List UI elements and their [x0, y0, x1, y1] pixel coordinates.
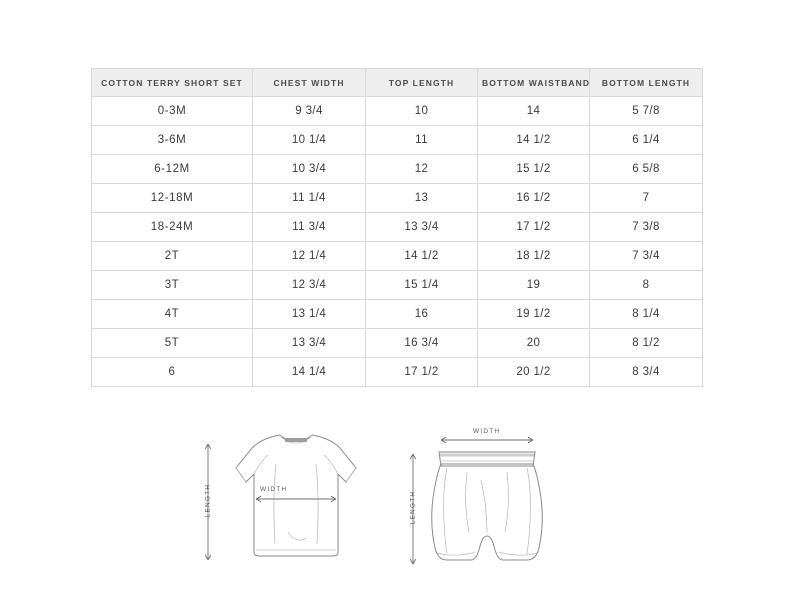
- table-row: [92, 184, 703, 213]
- cell-size: 0-3M: [92, 97, 253, 126]
- cell-size: 12-18M: [92, 184, 253, 213]
- cell-top-length: 10: [366, 97, 478, 126]
- table-row: [92, 155, 703, 184]
- cell-size: 5T: [92, 329, 253, 358]
- short-width-arrow: [441, 437, 533, 443]
- cell-bottom-length: 7: [590, 184, 703, 213]
- measurement-diagrams: [0, 412, 792, 607]
- cell-bottom-length: 6 1/4: [590, 126, 703, 155]
- table-row: [92, 329, 703, 358]
- cell-chest-width: 11 3/4: [253, 213, 366, 242]
- cell-bottom-waistband: 17 1/2: [478, 213, 590, 242]
- cell-bottom-waistband: 20 1/2: [478, 358, 590, 387]
- size-chart-container: [91, 68, 702, 387]
- cell-bottom-waistband: 19 1/2: [478, 300, 590, 329]
- table-body: [92, 97, 703, 387]
- cell-bottom-length: 8 3/4: [590, 358, 703, 387]
- cell-chest-width: 11 1/4: [253, 184, 366, 213]
- tee-width-arrow: [256, 496, 336, 502]
- cell-bottom-length: 5 7/8: [590, 97, 703, 126]
- table-header: [92, 69, 703, 97]
- tee-width-label: WIDTH: [260, 486, 288, 493]
- table-header-row: [92, 69, 703, 97]
- cell-bottom-waistband: 18 1/2: [478, 242, 590, 271]
- cell-chest-width: 10 3/4: [253, 155, 366, 184]
- column-header-chest-width: CHEST WIDTH: [253, 69, 366, 97]
- cell-chest-width: 12 3/4: [253, 271, 366, 300]
- cell-size: 2T: [92, 242, 253, 271]
- cell-chest-width: 10 1/4: [253, 126, 366, 155]
- cell-size: 3T: [92, 271, 253, 300]
- cell-bottom-waistband: 14: [478, 97, 590, 126]
- table-row: [92, 213, 703, 242]
- cell-top-length: 16: [366, 300, 478, 329]
- cell-top-length: 14 1/2: [366, 242, 478, 271]
- cell-size: 6: [92, 358, 253, 387]
- cell-size: 18-24M: [92, 213, 253, 242]
- cell-size: 6-12M: [92, 155, 253, 184]
- short-length-label: LENGTH: [409, 490, 417, 525]
- shorts-illustration: [395, 424, 585, 594]
- cell-bottom-waistband: 14 1/2: [478, 126, 590, 155]
- cell-bottom-length: 8 1/2: [590, 329, 703, 358]
- column-header-size: COTTON TERRY SHORT SET: [92, 69, 253, 97]
- cell-bottom-waistband: 19: [478, 271, 590, 300]
- cell-chest-width: 12 1/4: [253, 242, 366, 271]
- cell-bottom-length: 7 3/4: [590, 242, 703, 271]
- cell-chest-width: 14 1/4: [253, 358, 366, 387]
- cell-bottom-length: 8: [590, 271, 703, 300]
- cell-chest-width: 9 3/4: [253, 97, 366, 126]
- cell-bottom-waistband: 15 1/2: [478, 155, 590, 184]
- cell-top-length: 17 1/2: [366, 358, 478, 387]
- cell-bottom-length: 6 5/8: [590, 155, 703, 184]
- cell-top-length: 13 3/4: [366, 213, 478, 242]
- size-chart-table: [91, 68, 703, 387]
- cell-top-length: 16 3/4: [366, 329, 478, 358]
- cell-bottom-length: 7 3/8: [590, 213, 703, 242]
- cell-chest-width: 13 1/4: [253, 300, 366, 329]
- tee-diagram: [180, 412, 400, 592]
- cell-size: 3-6M: [92, 126, 253, 155]
- table-row: [92, 358, 703, 387]
- short-width-label: WIDTH: [473, 428, 501, 435]
- table-row: [92, 271, 703, 300]
- table-row: [92, 126, 703, 155]
- column-header-bottom-length: BOTTOM LENGTH: [590, 69, 703, 97]
- cell-bottom-waistband: 20: [478, 329, 590, 358]
- tshirt-illustration: [180, 412, 400, 592]
- cell-top-length: 15 1/4: [366, 271, 478, 300]
- column-header-bottom-waistband: BOTTOM WAISTBAND: [478, 69, 590, 97]
- column-header-top-length: TOP LENGTH: [366, 69, 478, 97]
- cell-size: 4T: [92, 300, 253, 329]
- cell-top-length: 13: [366, 184, 478, 213]
- cell-top-length: 11: [366, 126, 478, 155]
- cell-bottom-waistband: 16 1/2: [478, 184, 590, 213]
- table-row: [92, 97, 703, 126]
- table-row: [92, 242, 703, 271]
- short-diagram: [395, 424, 585, 594]
- cell-chest-width: 13 3/4: [253, 329, 366, 358]
- cell-top-length: 12: [366, 155, 478, 184]
- cell-bottom-length: 8 1/4: [590, 300, 703, 329]
- table-row: [92, 300, 703, 329]
- tee-length-label: LENGTH: [204, 483, 212, 518]
